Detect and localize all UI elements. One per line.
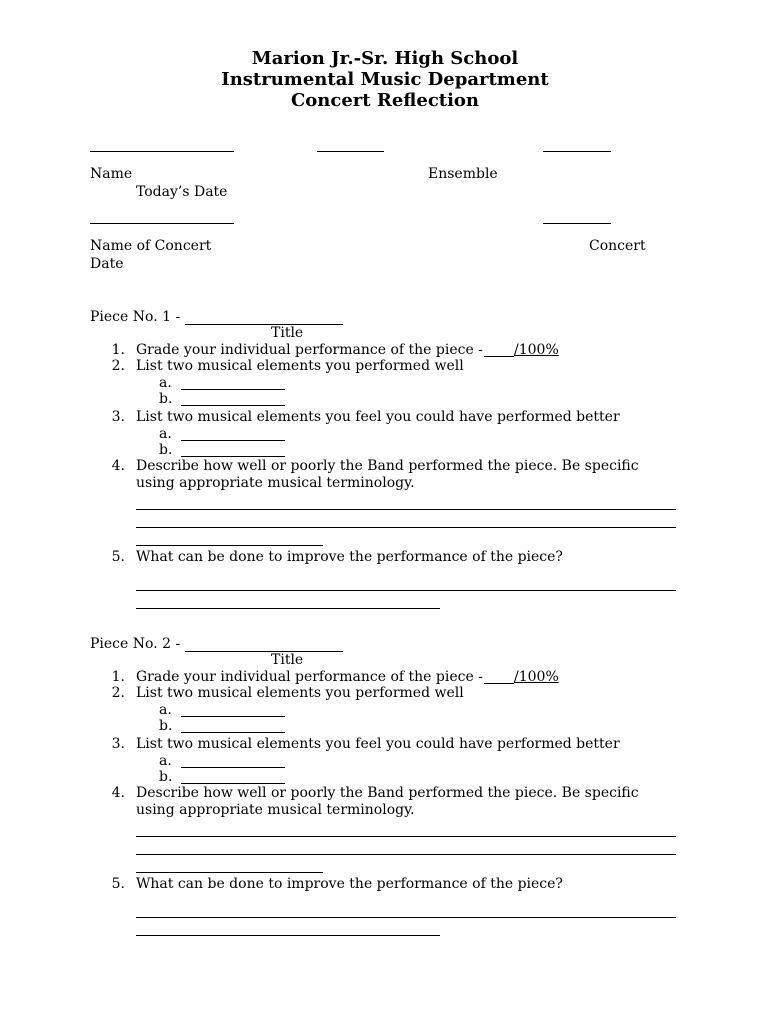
question-3-text: List two musical elements you feel you could have performed better: [136, 736, 620, 752]
answer-b-field[interactable]: [181, 783, 285, 784]
question-1-number: 1.: [111, 342, 125, 358]
answer-a-field[interactable]: [181, 440, 285, 441]
question-2-text: List two musical elements you performed well: [136, 685, 464, 701]
answer-b-label: b.: [159, 442, 173, 458]
concert-name-label: Name of Concert: [90, 238, 212, 254]
name-field[interactable]: [90, 151, 234, 152]
response-line[interactable]: [136, 509, 676, 510]
response-line[interactable]: [136, 608, 440, 609]
date-label: Date: [90, 256, 124, 272]
question-3-number: 3.: [111, 736, 125, 752]
answer-a-field[interactable]: [181, 767, 285, 768]
grade-suffix: /100%: [514, 669, 559, 685]
school-title: Marion Jr.-Sr. High School: [251, 48, 519, 69]
question-5-number: 5.: [111, 549, 125, 565]
piece-title-field[interactable]: [185, 651, 343, 652]
response-line[interactable]: [136, 545, 323, 546]
question-5-text: What can be done to improve the performance of the piece?: [136, 549, 563, 565]
question-4-number: 4.: [111, 458, 125, 474]
answer-a-label: a.: [159, 426, 172, 442]
form-title: Concert Reflection: [290, 90, 480, 111]
question-1-text: Grade your individual performance of the piece -: [136, 342, 483, 358]
ensemble-label: Ensemble: [428, 166, 498, 182]
response-line[interactable]: [136, 527, 676, 528]
piece-title-field[interactable]: [185, 324, 343, 325]
concert-label: Concert: [589, 238, 646, 254]
answer-b-field[interactable]: [181, 732, 285, 733]
piece-heading: Piece No. 1 -: [90, 309, 181, 325]
department-title: Instrumental Music Department: [221, 69, 549, 90]
concert-name-field[interactable]: [90, 223, 234, 224]
grade-field[interactable]: [484, 683, 514, 684]
piece-2-section: [0, 636, 770, 946]
response-line[interactable]: [136, 590, 676, 591]
question-5-number: 5.: [111, 876, 125, 892]
answer-a-label: a.: [159, 375, 172, 391]
grade-field[interactable]: [484, 356, 514, 357]
question-4-text-continued: using appropriate musical terminology.: [136, 802, 415, 818]
question-5-text: What can be done to improve the performance of the piece?: [136, 876, 563, 892]
answer-a-label: a.: [159, 702, 172, 718]
piece-1-section: [0, 309, 770, 619]
ensemble-field[interactable]: [317, 151, 384, 152]
question-1-text: Grade your individual performance of the piece -: [136, 669, 483, 685]
answer-b-label: b.: [159, 718, 173, 734]
answer-b-label: b.: [159, 769, 173, 785]
name-label: Name: [90, 166, 133, 182]
grade-suffix: /100%: [514, 342, 559, 358]
todays-date-field[interactable]: [543, 151, 611, 152]
question-3-number: 3.: [111, 409, 125, 425]
response-line[interactable]: [136, 836, 676, 837]
question-1-number: 1.: [111, 669, 125, 685]
question-3-text: List two musical elements you feel you could have performed better: [136, 409, 620, 425]
answer-a-label: a.: [159, 753, 172, 769]
question-2-number: 2.: [111, 685, 125, 701]
piece-heading: Piece No. 2 -: [90, 636, 181, 652]
answer-b-label: b.: [159, 391, 173, 407]
question-4-number: 4.: [111, 785, 125, 801]
response-line[interactable]: [136, 872, 323, 873]
question-2-text: List two musical elements you performed well: [136, 358, 464, 374]
response-line[interactable]: [136, 917, 676, 918]
question-4-text: Describe how well or poorly the Band performed the piece. Be specific: [136, 458, 639, 474]
concert-date-field[interactable]: [543, 223, 611, 224]
question-4-text-continued: using appropriate musical terminology.: [136, 475, 415, 491]
question-4-text: Describe how well or poorly the Band performed the piece. Be specific: [136, 785, 639, 801]
answer-b-field[interactable]: [181, 405, 285, 406]
answer-a-field[interactable]: [181, 716, 285, 717]
title-caption: Title: [271, 325, 304, 341]
response-line[interactable]: [136, 935, 440, 936]
todays-date-label: Today’s Date: [136, 184, 228, 200]
answer-a-field[interactable]: [181, 389, 285, 390]
response-line[interactable]: [136, 854, 676, 855]
answer-b-field[interactable]: [181, 456, 285, 457]
title-caption: Title: [271, 652, 304, 668]
question-2-number: 2.: [111, 358, 125, 374]
